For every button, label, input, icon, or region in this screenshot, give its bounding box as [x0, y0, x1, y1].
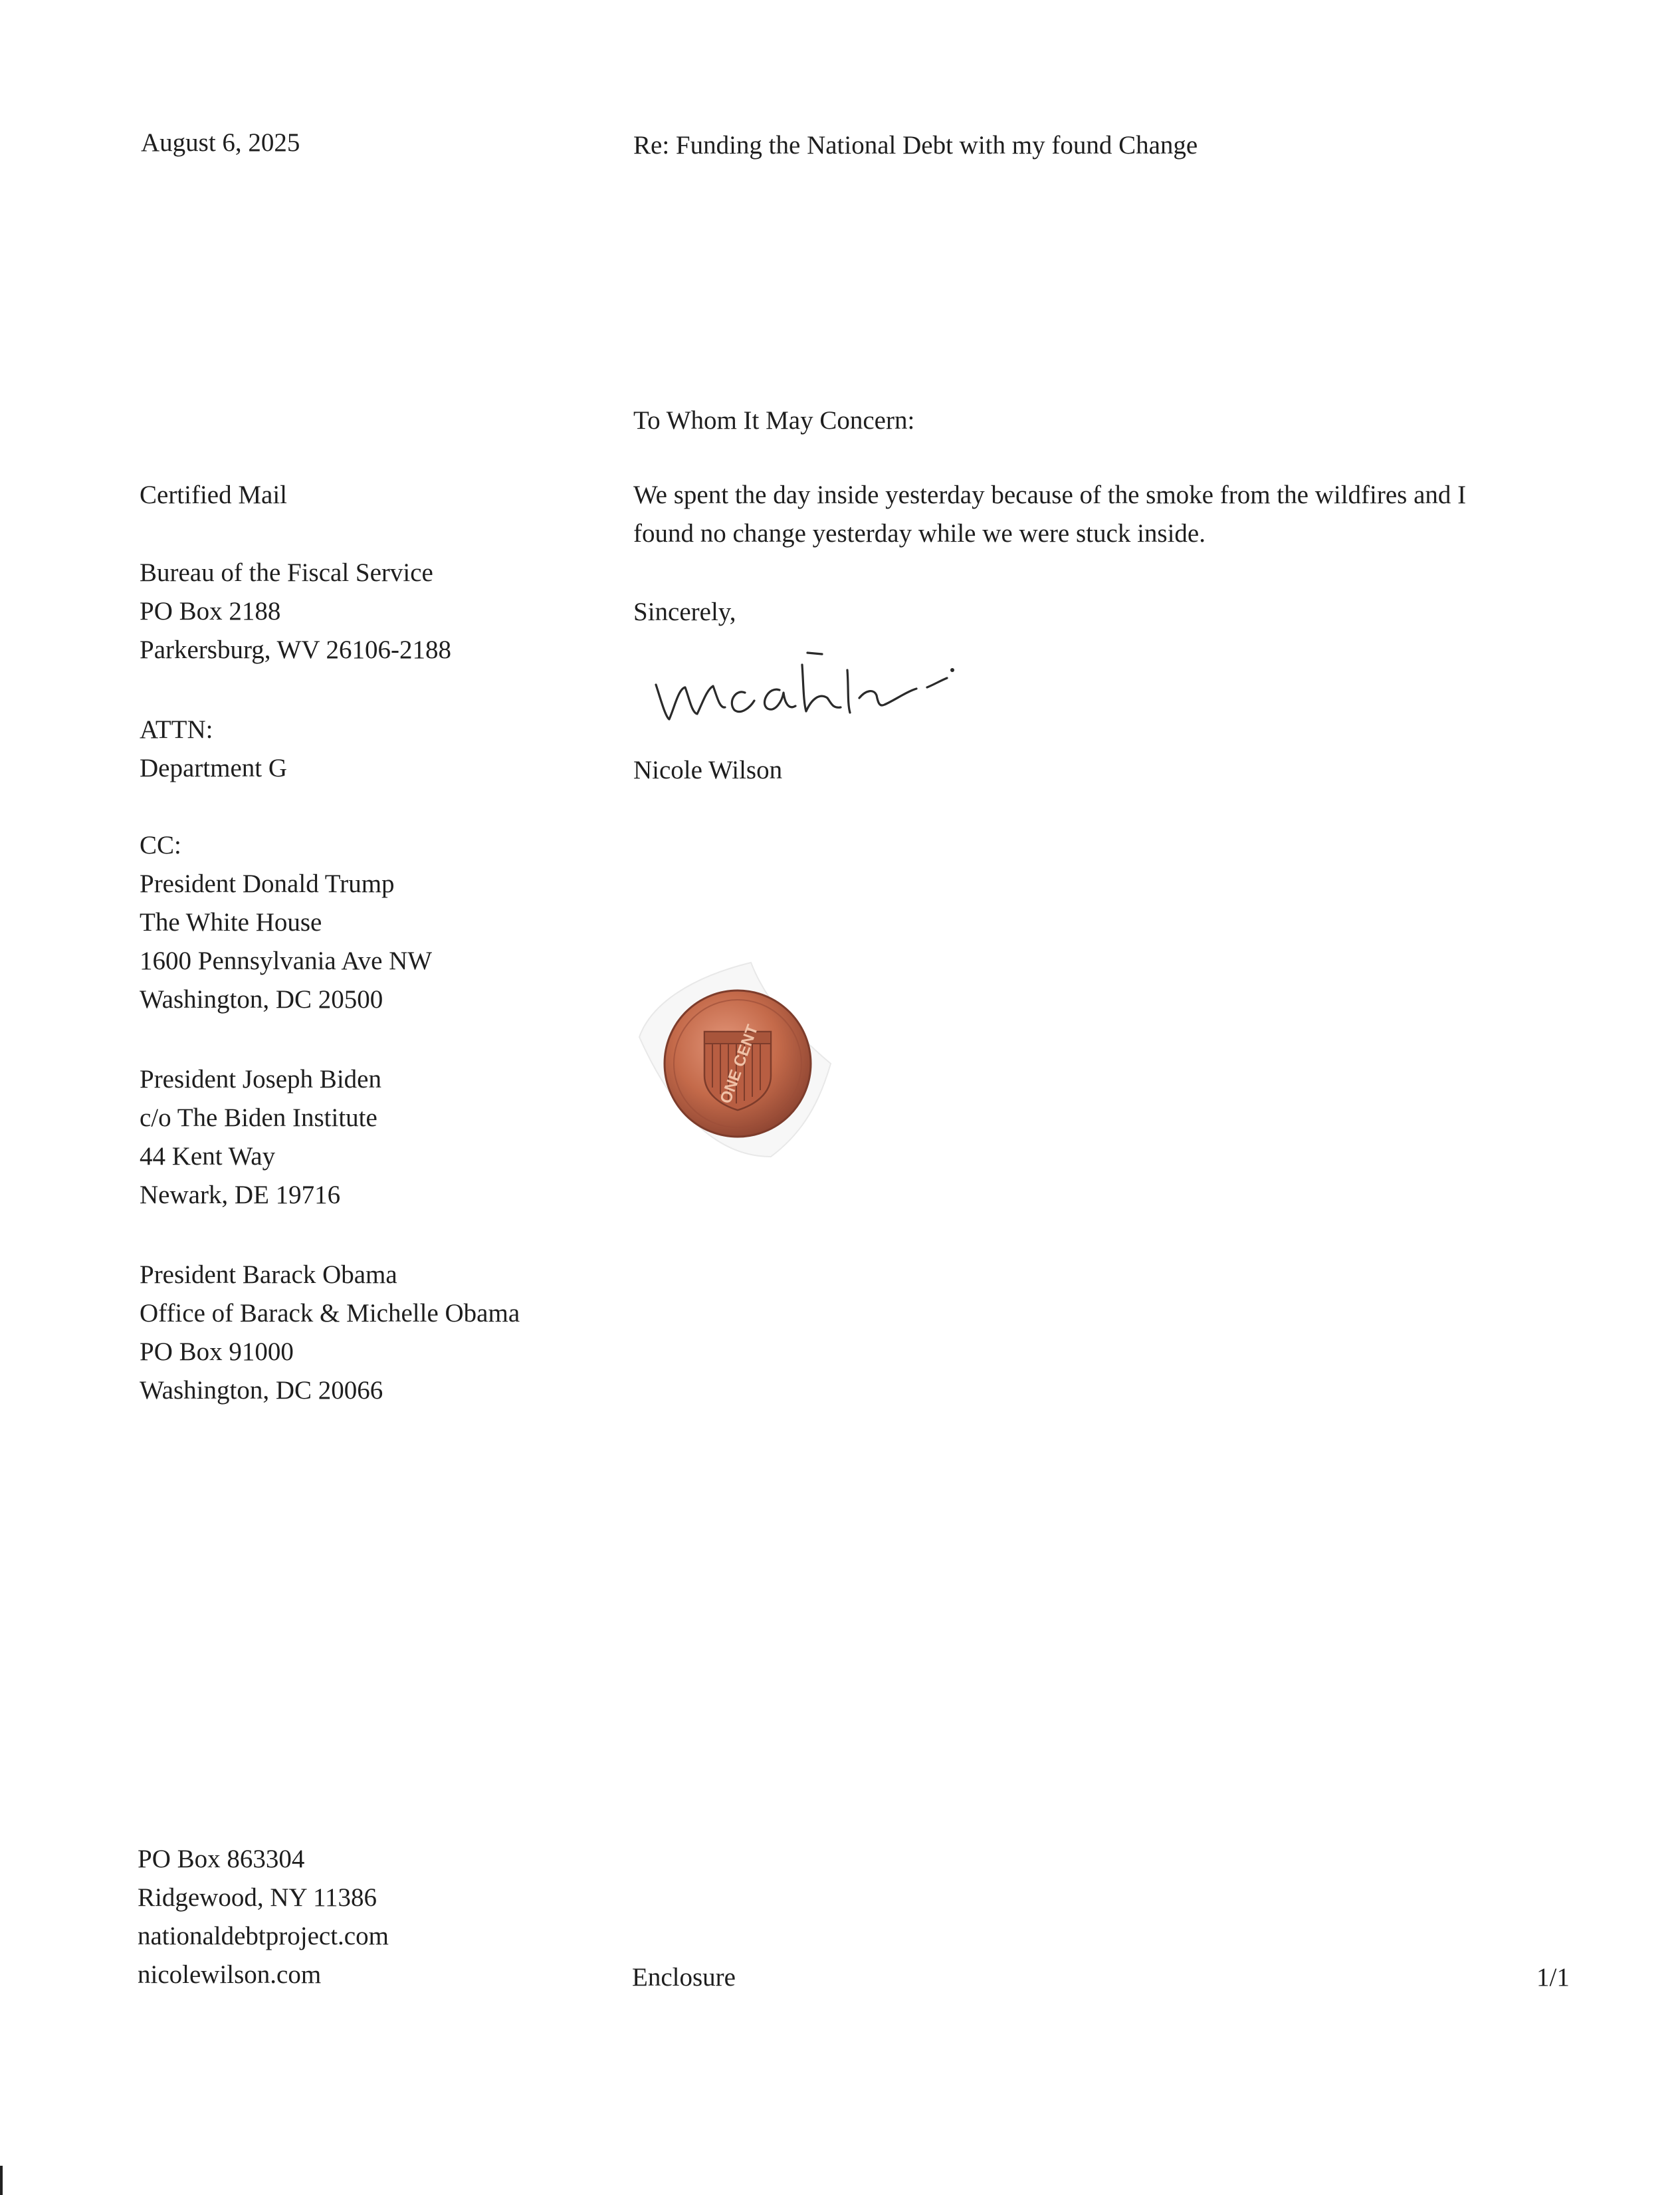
recipient-address [140, 554, 451, 669]
attention-value: Department G [140, 754, 288, 782]
address-line: Ridgewood, NY 11386 [138, 1883, 377, 1912]
enclosure-note: Enclosure [632, 1963, 736, 1992]
cc-trump [140, 826, 432, 1019]
cc-biden [140, 1060, 381, 1214]
coin-legend: ONE CENT [716, 1022, 762, 1106]
body-paragraph [633, 476, 1557, 553]
address-line: Bureau of the Fiscal Service [140, 558, 433, 587]
page-number: 1/1 [1536, 1963, 1570, 1992]
closing: Sincerely, [633, 598, 736, 626]
cc-obama [140, 1256, 520, 1410]
address-line: PO Box 2188 [140, 597, 281, 626]
sender-address [138, 1840, 389, 1994]
handwritten-signature [648, 638, 994, 738]
address-line: c/o The Biden Institute [140, 1103, 377, 1132]
penny-coin-image [631, 957, 851, 1170]
signer-name: Nicole Wilson [633, 756, 783, 784]
letter-subject: Re: Funding the National Debt with my found Change [633, 131, 1198, 160]
address-line: Parkersburg, WV 26106-2188 [140, 635, 452, 664]
letter-date: August 6, 2025 [141, 128, 300, 157]
attention-label: ATTN: [140, 715, 213, 744]
address-line: Washington, DC 20066 [140, 1376, 383, 1405]
address-line: President Joseph Biden [140, 1065, 381, 1094]
address-line: The White House [140, 908, 322, 937]
website-link[interactable]: nationaldebtproject.com [138, 1922, 389, 1950]
address-line: 44 Kent Way [140, 1142, 276, 1171]
address-line: Newark, DE 19716 [140, 1181, 341, 1209]
address-line: Washington, DC 20500 [140, 985, 383, 1014]
address-line: Office of Barack & Michelle Obama [140, 1299, 520, 1328]
body-line: found no change yesterday while we were stuck inside. [633, 519, 1206, 548]
scan-edge-mark [0, 2166, 3, 2195]
address-line: 1600 Pennsylvania Ave NW [140, 947, 433, 975]
salutation: To Whom It May Concern: [633, 406, 915, 435]
body-line: We spent the day inside yesterday because of the smoke from the wildfires and I [633, 481, 1467, 509]
attention-block [140, 711, 287, 788]
address-line: PO Box 863304 [138, 1845, 305, 1873]
address-line: President Donald Trump [140, 869, 395, 898]
address-line: PO Box 91000 [140, 1337, 294, 1366]
website-link[interactable]: nicolewilson.com [138, 1960, 322, 1989]
address-line: President Barack Obama [140, 1260, 397, 1289]
cc-label: CC: [140, 831, 181, 860]
mailing-method: Certified Mail [140, 481, 288, 509]
